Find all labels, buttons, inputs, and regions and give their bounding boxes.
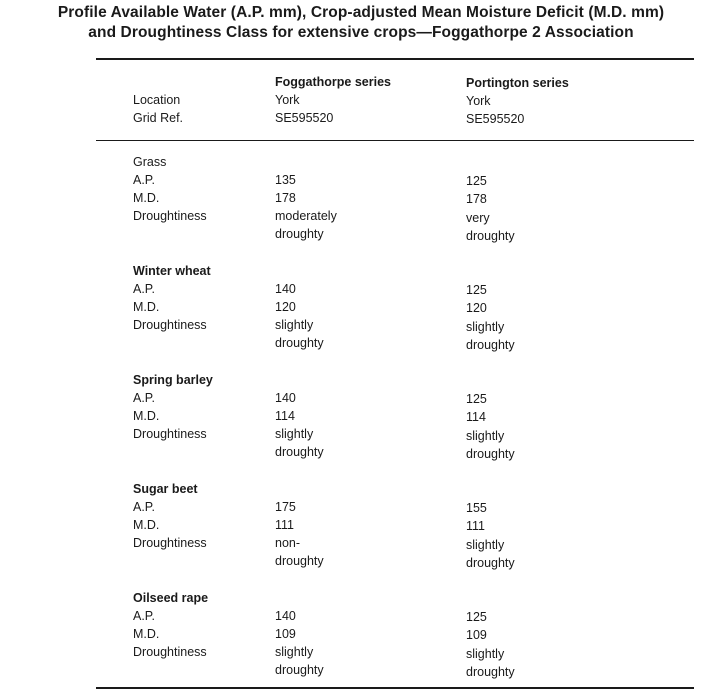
foggathorpe-ap-oilseed-rape: 140 (275, 609, 296, 623)
portington-ap-winter-wheat: 125 (466, 283, 487, 297)
row-label-droughtiness: Droughtiness (133, 209, 207, 223)
portington-droughtiness-winter-wheat: slightly (466, 320, 505, 334)
header-label-location: Location (133, 93, 181, 107)
column-header-portington: Portington series (466, 76, 569, 90)
crop-name-grass: Grass (133, 155, 167, 169)
foggathorpe-droughtiness-cont-sugar-beet: droughty (275, 554, 324, 568)
foggathorpe-droughtiness-sugar-beet: non- (275, 536, 301, 550)
foggathorpe-droughtiness-oilseed-rape: slightly (275, 645, 314, 659)
row-label-md: M.D. (133, 300, 160, 314)
portington-md-oilseed-rape: 109 (466, 628, 487, 642)
portington-droughtiness-cont-oilseed-rape: droughty (466, 665, 515, 679)
portington-md-sugar-beet: 111 (466, 519, 486, 533)
row-label-droughtiness: Droughtiness (133, 427, 207, 441)
portington-grid-ref: SE595520 (466, 112, 525, 126)
row-label-ap: A.P. (133, 500, 156, 514)
foggathorpe-md-spring-barley: 114 (275, 409, 295, 423)
foggathorpe-grid-ref: SE595520 (275, 111, 334, 125)
header-rule (96, 140, 694, 141)
portington-droughtiness-spring-barley: slightly (466, 429, 505, 443)
crop-name-winter-wheat: Winter wheat (133, 264, 211, 278)
foggathorpe-droughtiness-spring-barley: slightly (275, 427, 314, 441)
foggathorpe-md-oilseed-rape: 109 (275, 627, 296, 641)
portington-ap-grass: 125 (466, 174, 487, 188)
row-label-ap: A.P. (133, 391, 156, 405)
foggathorpe-droughtiness-cont-grass: droughty (275, 227, 324, 241)
row-label-md: M.D. (133, 518, 160, 532)
foggathorpe-droughtiness-cont-oilseed-rape: droughty (275, 663, 324, 677)
foggathorpe-droughtiness-winter-wheat: slightly (275, 318, 314, 332)
crop-name-sugar-beet: Sugar beet (133, 482, 198, 496)
header-label-grid-ref: Grid Ref. (133, 111, 184, 125)
row-label-ap: A.P. (133, 173, 156, 187)
column-header-foggathorpe: Foggathorpe series (275, 75, 391, 89)
top-rule (96, 58, 694, 60)
foggathorpe-ap-grass: 135 (275, 173, 296, 187)
row-label-ap: A.P. (133, 609, 156, 623)
foggathorpe-md-grass: 178 (275, 191, 296, 205)
row-label-md: M.D. (133, 191, 160, 205)
row-label-droughtiness: Droughtiness (133, 318, 207, 332)
portington-droughtiness-cont-sugar-beet: droughty (466, 556, 515, 570)
portington-ap-oilseed-rape: 125 (466, 610, 487, 624)
portington-droughtiness-sugar-beet: slightly (466, 538, 505, 552)
foggathorpe-ap-winter-wheat: 140 (275, 282, 296, 296)
crop-name-spring-barley: Spring barley (133, 373, 213, 387)
row-label-md: M.D. (133, 627, 160, 641)
bottom-rule (96, 687, 694, 689)
table-title-line-2: and Droughtiness Class for extensive crops—Foggathorpe 2 Association (88, 24, 634, 41)
foggathorpe-droughtiness-cont-winter-wheat: droughty (275, 336, 324, 350)
foggathorpe-ap-sugar-beet: 175 (275, 500, 296, 514)
row-label-droughtiness: Droughtiness (133, 536, 207, 550)
portington-location: York (466, 94, 491, 108)
portington-ap-sugar-beet: 155 (466, 501, 487, 515)
foggathorpe-droughtiness-grass: moderately (275, 209, 337, 223)
foggathorpe-droughtiness-cont-spring-barley: droughty (275, 445, 324, 459)
portington-md-grass: 178 (466, 192, 487, 206)
portington-ap-spring-barley: 125 (466, 392, 487, 406)
portington-md-spring-barley: 114 (466, 410, 486, 424)
row-label-md: M.D. (133, 409, 160, 423)
row-label-ap: A.P. (133, 282, 156, 296)
foggathorpe-md-winter-wheat: 120 (275, 300, 296, 314)
portington-droughtiness-oilseed-rape: slightly (466, 647, 505, 661)
foggathorpe-ap-spring-barley: 140 (275, 391, 296, 405)
portington-droughtiness-grass: very (466, 211, 490, 225)
crop-name-oilseed-rape: Oilseed rape (133, 591, 209, 605)
portington-droughtiness-cont-grass: droughty (466, 229, 515, 243)
foggathorpe-md-sugar-beet: 111 (275, 518, 295, 532)
row-label-droughtiness: Droughtiness (133, 645, 207, 659)
portington-md-winter-wheat: 120 (466, 301, 487, 315)
foggathorpe-location: York (275, 93, 300, 107)
table-title-line-1: Profile Available Water (A.P. mm), Crop-adjusted Mean Moisture Deficit (M.D. mm) (57, 4, 665, 21)
portington-droughtiness-cont-spring-barley: droughty (466, 447, 515, 461)
portington-droughtiness-cont-winter-wheat: droughty (466, 338, 515, 352)
